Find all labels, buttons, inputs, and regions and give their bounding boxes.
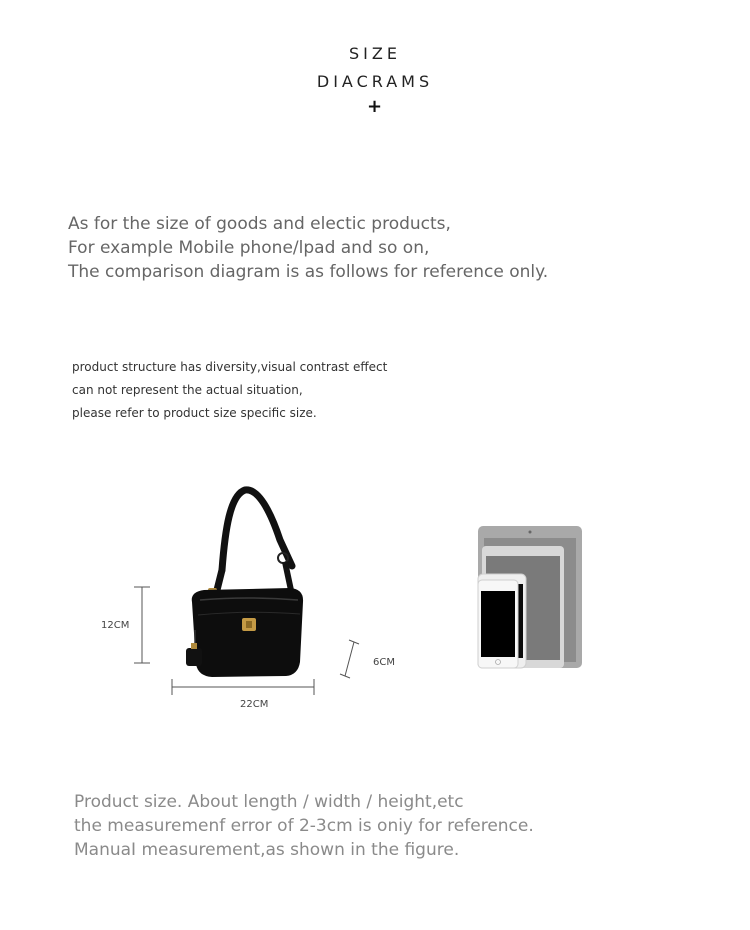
footer-line: Product size. About length / width / height,etc bbox=[74, 792, 464, 812]
note-line: product structure has diversity,visual contrast effect bbox=[72, 360, 388, 374]
size-diagram bbox=[0, 470, 750, 730]
measurement-note bbox=[74, 790, 534, 862]
intro-line: The comparison diagram is as follows for reference only. bbox=[68, 262, 549, 282]
depth-label: 6CM bbox=[373, 657, 395, 668]
section-title-line1: SIZE bbox=[349, 44, 401, 63]
section-title-line2: DIACRAMS bbox=[316, 72, 434, 91]
note-line: can not represent the actual situation, bbox=[72, 383, 303, 397]
intro-line: For example Mobile phone/lpad and so on, bbox=[68, 238, 430, 258]
width-label: 22CM bbox=[240, 699, 269, 710]
footer-line: ManuaI measurement,as shown in the figure. bbox=[74, 840, 460, 860]
disclaimer-notes bbox=[72, 356, 387, 425]
device-comparison-image bbox=[0, 470, 750, 730]
plus-icon: + bbox=[367, 96, 383, 117]
height-label: 12CM bbox=[101, 620, 130, 631]
intro-line: As for the size of goods and electic products, bbox=[68, 214, 451, 234]
footer-line: the measuremenf error of 2-3cm is oniy for reference. bbox=[74, 816, 534, 836]
note-line: please refer to product size specific size. bbox=[72, 406, 317, 420]
intro-text bbox=[68, 212, 548, 284]
